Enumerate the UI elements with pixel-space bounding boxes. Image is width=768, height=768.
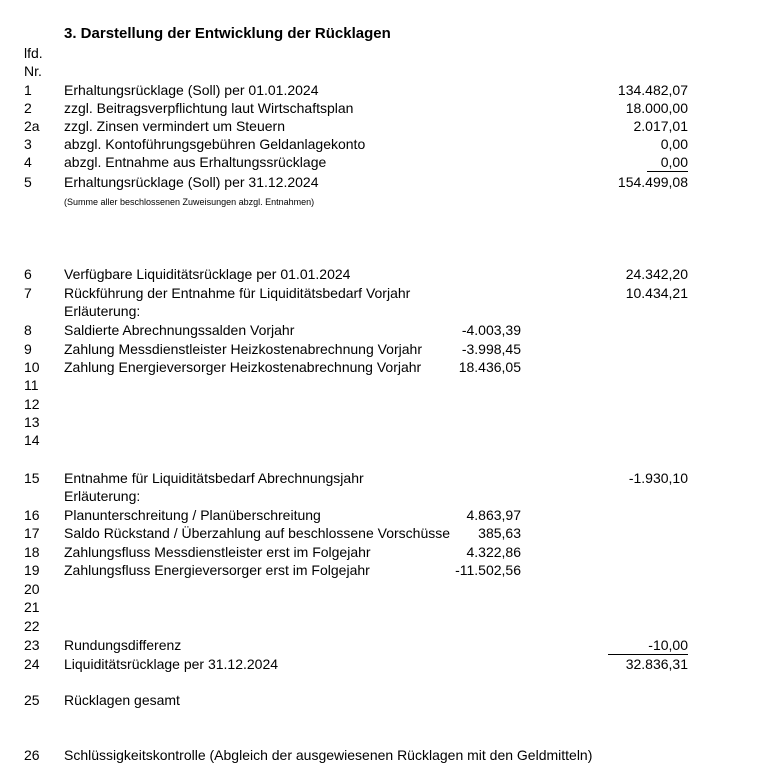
row-subamount: -3.998,45	[461, 341, 521, 357]
row-label: zzgl. Beitragsverpflichtung laut Wirtschaftsplan	[64, 100, 354, 116]
row-number: 3	[24, 136, 32, 152]
table-row	[0, 746, 768, 764]
table-row	[0, 173, 768, 191]
row-label: Zahlung Energieversorger Heizkostenabrechnung Vorjahr	[64, 359, 422, 375]
row-amount: 18.000,00	[625, 100, 688, 116]
row-number: 18	[24, 544, 40, 560]
table-row	[0, 561, 768, 579]
table-row	[0, 598, 768, 616]
row-subamount: -11.502,56	[455, 562, 521, 578]
row-amount: -10,00	[608, 636, 688, 655]
row-number: 22	[24, 618, 40, 634]
row-amount: 2.017,01	[633, 118, 688, 134]
row-label: abzgl. Entnahme aus Erhaltungssrücklage	[64, 154, 327, 170]
row-number: 12	[24, 396, 40, 412]
table-row	[0, 487, 768, 505]
row-label: Schlüssigkeitskontrolle (Abgleich der ausgewiesenen Rücklagen mit den Geldmitteln)	[64, 747, 593, 763]
row-label: Zahlung Messdienstleister Heizkostenabrechnung Vorjahr	[64, 341, 422, 357]
row-number: 9	[24, 341, 32, 357]
table-row	[0, 506, 768, 524]
table-row	[0, 395, 768, 413]
row-subamount: 385,63	[478, 525, 521, 541]
row-label: Planunterschreitung / Planüberschreitung	[64, 507, 321, 523]
row-label: Saldo Rückstand / Überzahlung auf beschlossene Vorschüsse	[64, 525, 451, 541]
table-row	[0, 358, 768, 376]
row-number: 19	[24, 562, 40, 578]
row-number: 24	[24, 656, 40, 672]
row-label: Rückführung der Entnahme für Liquiditätsbedarf Vorjahr	[64, 285, 411, 301]
row-label: Rücklagen gesamt	[64, 692, 180, 708]
table-row	[0, 691, 768, 709]
row-label: Liquiditätsrücklage per 31.12.2024	[64, 656, 279, 672]
row-label: Erhaltungsrücklage (Soll) per 31.12.2024	[64, 174, 319, 190]
section-title: 3. Darstellung der Entwicklung der Rücklagen	[64, 25, 391, 42]
row-number: 16	[24, 507, 40, 523]
row-subamount: 4.863,97	[466, 507, 521, 523]
row-number: 8	[24, 322, 32, 338]
row-number: 13	[24, 414, 40, 430]
row-number: 4	[24, 154, 32, 170]
table-row	[0, 99, 768, 117]
row-label: Erläuterung:	[64, 303, 141, 319]
row-number: 25	[24, 692, 40, 708]
row-label: Verfügbare Liquiditätsrücklage per 01.01.2024	[64, 266, 351, 282]
row-subamount: -4.003,39	[461, 322, 521, 338]
row-label: abzgl. Kontoführungsgebühren Geldanlagekonto	[64, 136, 366, 152]
table-row	[0, 321, 768, 339]
row-label: Erläuterung:	[64, 488, 141, 504]
row-label: Erhaltungsrücklage (Soll) per 01.01.2024	[64, 82, 319, 98]
table-row	[0, 302, 768, 320]
table-row	[0, 376, 768, 394]
table-row	[0, 617, 768, 635]
table-row	[0, 543, 768, 561]
table-row	[0, 580, 768, 598]
row-amount: 24.342,20	[625, 266, 688, 282]
row-number: 6	[24, 266, 32, 282]
row-number: 23	[24, 637, 40, 653]
row-amount: 32.836,31	[625, 656, 688, 672]
row-label: Saldierte Abrechnungssalden Vorjahr	[64, 322, 295, 338]
row-number: 2	[24, 100, 32, 116]
table-row	[0, 117, 768, 135]
row-number: 11	[24, 377, 39, 393]
row-amount: 0,00	[660, 136, 688, 152]
row-note: (Summe aller beschlossenen Zuweisungen abzgl. Entnahmen)	[64, 197, 315, 207]
row-number: 5	[24, 174, 32, 190]
row-amount: -1.930,10	[628, 470, 688, 486]
row-label: zzgl. Zinsen vermindert um Steuern	[64, 118, 285, 134]
table-row	[0, 265, 768, 283]
row-number: 20	[24, 581, 40, 597]
row-label: Zahlungsfluss Energieversorger erst im Folgejahr	[64, 562, 370, 578]
table-row	[0, 153, 768, 171]
column-header-number: lfd. Nr.	[24, 45, 43, 79]
row-number: 14	[24, 432, 40, 448]
row-number: 10	[24, 359, 40, 375]
table-row	[0, 524, 768, 542]
table-row	[0, 284, 768, 302]
row-label: Entnahme für Liquiditätsbedarf Abrechnungsjahr	[64, 470, 364, 486]
table-row	[0, 655, 768, 673]
row-label: Zahlungsfluss Messdienstleister erst im Folgejahr	[64, 544, 371, 560]
row-amount: 134.482,07	[617, 82, 688, 98]
row-number: 26	[24, 747, 40, 763]
table-row	[0, 135, 768, 153]
table-row	[0, 431, 768, 449]
row-number: 15	[24, 470, 40, 486]
table-row	[0, 469, 768, 487]
row-amount: 10.434,21	[625, 285, 688, 301]
table-row	[0, 636, 768, 654]
row-subamount: 18.436,05	[458, 359, 521, 375]
table-row	[0, 340, 768, 358]
row-number: 1	[24, 82, 32, 98]
row-number: 21	[24, 599, 40, 615]
row-number: 2a	[24, 118, 40, 134]
row-number: 17	[24, 525, 40, 541]
table-row	[0, 413, 768, 431]
table-row	[0, 81, 768, 99]
row-number: 7	[24, 285, 32, 301]
row-amount: 154.499,08	[617, 174, 688, 190]
row-subamount: 4.322,86	[466, 544, 521, 560]
row-amount: 0,00	[647, 153, 688, 172]
row-label: Rundungsdifferenz	[64, 637, 182, 653]
